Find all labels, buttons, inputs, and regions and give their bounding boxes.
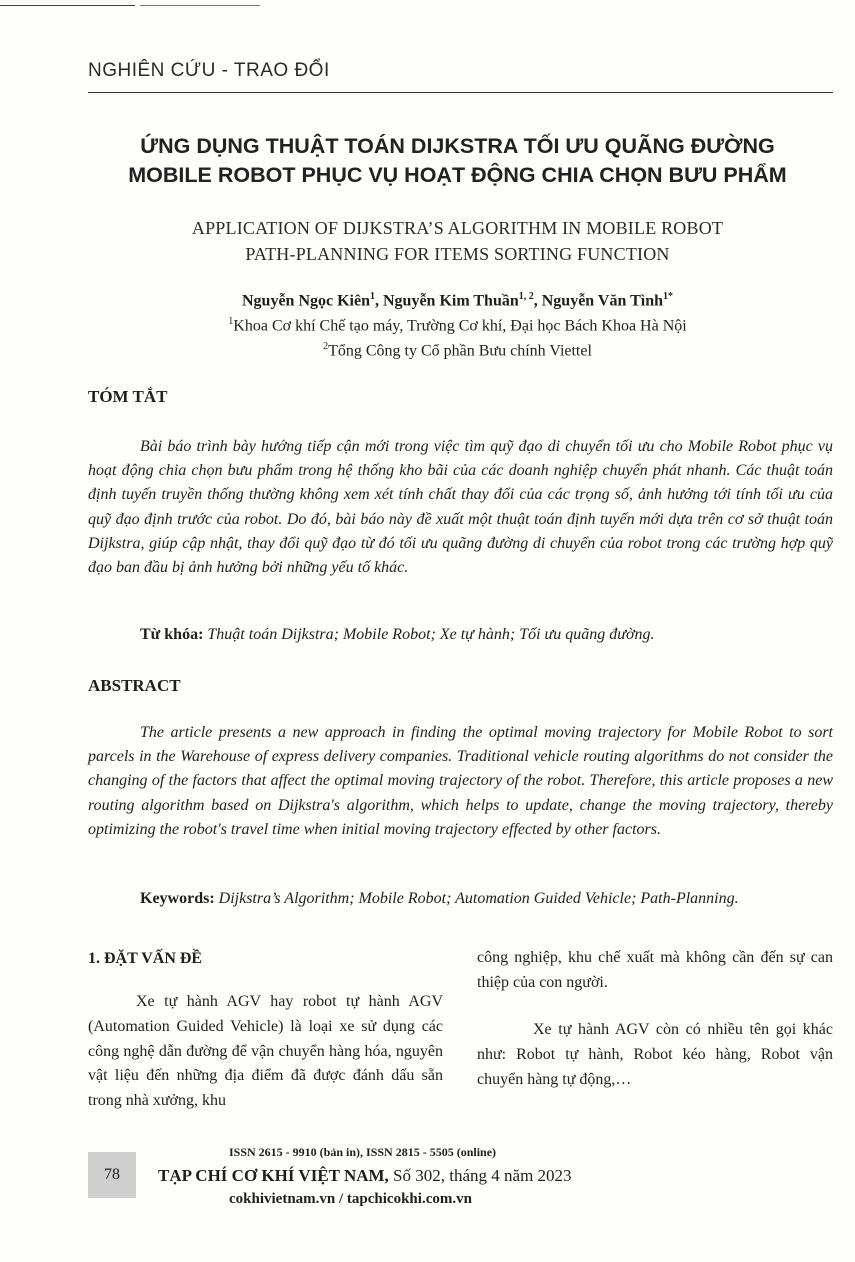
section-1-left-paragraph: Xe tự hành AGV hay robot tự hành AGV (Automation Guided Vehicle) là loại xe sử dụng các công nghệ dẫn đường để vận chuyển hàng hóa, nguyên vật liệu đến những địa điểm đã được đánh dấu sẵn trong nhà xưởng, khu: [88, 993, 443, 1110]
affiliation-2-text: Tổng Công ty Cổ phần Bưu chính Viettel: [328, 342, 592, 360]
title-en-line2: PATH-PLANNING FOR ITEMS SORTING FUNCTION: [245, 244, 670, 264]
author-2: Nguyễn Kim Thuần: [383, 292, 519, 310]
affiliation-1: [60, 316, 855, 335]
abstract-keywords-text: Dijkstra’s Algorithm; Mobile Robot; Automation Guided Vehicle; Path-Planning.: [218, 890, 739, 907]
abstract-heading: ABSTRACT: [88, 676, 181, 695]
abstract-body: The article presents a new approach in finding the optimal moving trajectory for Mobile Robot to sort parcels in the Warehouse of express delivery companies. Traditional vehicle routing algorithms do not consider the changing of the factors that affect the optimal moving trajectory of the robot. Therefore, this article proposes a new routing algorithm based on Dijkstra's algorithm, which helps to update, change the moving trajectory, thereby optimizing the robot's travel time when initial moving trajectory effected by other factors.: [88, 724, 833, 838]
footer-issn: ISSN 2615 - 9910 (bản in), ISSN 2815 - 5505 (online): [229, 1145, 497, 1159]
affiliation-2: [60, 341, 855, 360]
title-en-line1: APPLICATION OF DIJKSTRA’S ALGORITHM IN MOBILE ROBOT: [191, 218, 724, 238]
page-number: 78: [88, 1152, 136, 1198]
affiliation-1-sup: 1: [228, 316, 234, 327]
title-vn-line1: ỨNG DỤNG THUẬT TOÁN DIJKSTRA TỐI ƯU QUÃNG ĐƯỜNG: [140, 134, 775, 158]
tomtat-keywords-text: Thuật toán Dijkstra; Mobile Robot; Xe tự hành; Tối ưu quãng đường.: [207, 626, 655, 643]
section-header: NGHIÊN CỨU - TRAO ĐỔI: [88, 60, 330, 81]
affiliation-2-sup: 2: [323, 341, 329, 352]
title-english: [60, 215, 855, 267]
title-vn-line2: MOBILE ROBOT PHỤC VỤ HOẠT ĐỘNG CHIA CHỌN BƯU PHẨM: [128, 163, 787, 187]
tomtat-body: Bài báo trình bày hướng tiếp cận mới trong việc tìm quỹ đạo di chuyển tối ưu cho Mobile Robot phục vụ hoạt động chia chọn bưu phẩm trong hệ thống kho bãi của các doanh nghiệp chuyển phát nhanh. Các thuật toán định tuyến truyền thống thường không xem xét tính chất thay đổi của các trọng số, ảnh hưởng tới tính tối ưu của quỹ đạo định trước của robot. Do đó, bài báo này đề xuất một thuật toán định tuyến mới dựa trên cơ sở thuật toán Dijkstra, giúp cập nhật, thay đổi quỹ đạo từ đó tối ưu quãng đường di chuyển của robot trong các trường hợp quỹ đạo ban đầu bị ảnh hưởng bởi những yếu tố khác.: [88, 438, 833, 577]
tomtat-heading: TÓM TẮT: [88, 387, 168, 406]
tomtat-keywords-label: Từ khóa:: [140, 626, 204, 643]
author-1: Nguyễn Ngọc Kiên: [242, 292, 370, 310]
affiliation-1-text: Khoa Cơ khí Chế tạo máy, Trường Cơ khí, Đại học Bách Khoa Hà Nội: [233, 317, 687, 335]
author-2-sup: 1, 2: [518, 291, 534, 302]
section-1-right-paragraph-b: Xe tự hành AGV còn có nhiều tên gọi khác như: Robot tự hành, Robot kéo hàng, Robot vận chuyển hàng tự động,…: [477, 1021, 833, 1088]
section-1-right-paragraph-a: công nghiệp, khu chế xuất mà không cần đến sự can thiệp của con người.: [477, 949, 833, 991]
top-rule-right: [140, 5, 260, 6]
top-rule-left: [0, 5, 135, 6]
section-1-heading: 1. ĐẶT VẤN ĐỀ: [88, 950, 203, 967]
abstract-keywords-label: Keywords:: [140, 890, 215, 907]
author-3: Nguyễn Văn Tình: [541, 292, 663, 310]
footer-journal: [158, 1166, 572, 1186]
author-3-sup: 1*: [663, 291, 673, 302]
author-1-sup: 1: [370, 291, 375, 302]
title-vietnamese: [60, 132, 855, 190]
abstract-keywords: [140, 890, 739, 908]
footer-journal-name: TẠP CHÍ CƠ KHÍ VIỆT NAM,: [158, 1166, 389, 1185]
footer-websites: cokhivietnam.vn / tapchicokhi.com.vn: [229, 1191, 472, 1207]
footer-issue: Số 302, tháng 4 năm 2023: [388, 1166, 572, 1185]
tomtat-keywords: [140, 626, 655, 644]
author-list: Nguyễn Ngọc Kiên$^1$, Nguyễn Kim Thuần$^{1, 2}$, Nguyễn Văn Tình$^{1*}$: [242, 291, 673, 310]
section-header-rule: [88, 92, 833, 93]
